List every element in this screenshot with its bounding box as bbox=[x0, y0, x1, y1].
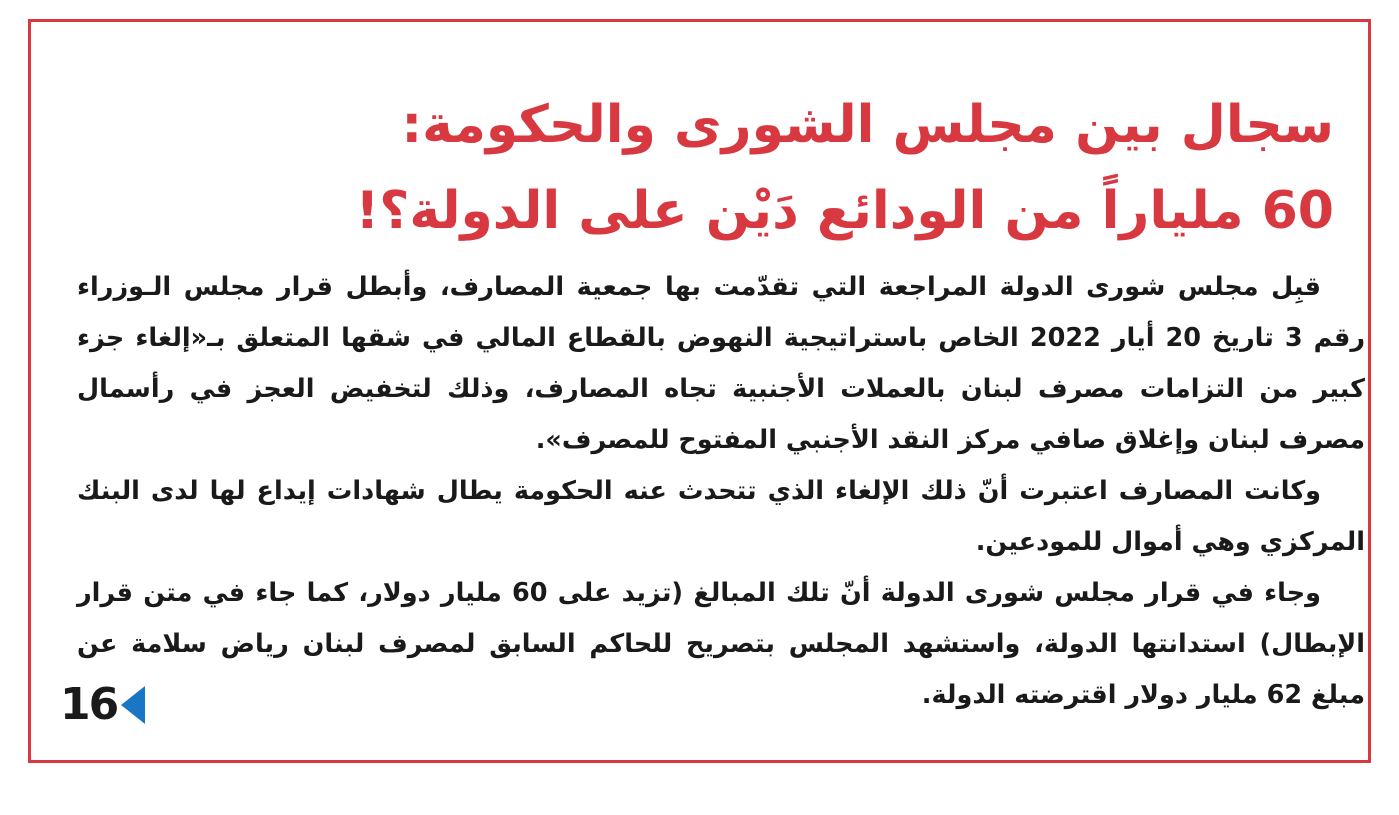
page-number: 16 bbox=[60, 679, 118, 730]
headline-line-1: سجال بين مجلس الشورى والحكومة: bbox=[401, 95, 1334, 155]
paragraph-2: وكانت المصارف اعتبرت أنّ ذلك الإلغاء الذي تتحدث عنه الحكومة يطال شهادات إيداع لها لدى البنك المركزي وهي أموال للمودعين. bbox=[77, 476, 1365, 557]
article-headline bbox=[54, 82, 1334, 254]
article-body bbox=[77, 262, 1365, 721]
paragraph-3: وجاء في قرار مجلس شورى الدولة أنّ تلك المبالغ (تزيد على 60 مليار دولار، كما جاء في متن قرار الإبطال) استدانتها الدولة، واستشهد المجلس بتصريح للحاكم السابق لمصرف لبنان رياض سلامة عن مبلغ 62 مليار دولار اقترضته الدولة. bbox=[77, 578, 1365, 710]
page-marker bbox=[60, 680, 145, 730]
paragraph-1: قبِل مجلس شورى الدولة المراجعة التي تقدّمت بها جمعية المصارف، وأبطل قرار مجلس الـوزراء رقم 3 تاريخ 20 أيار 2022 الخاص باستراتيجية النهوض بالقطاع المالي في شقها المتعلق بـ«إلغاء جزء كبير من التزامات مصرف لبنان بالعملات الأجنبية تجاه المصارف، وذلك لتخفيض العجز في رأسمال مصرف لبنان وإغلاق صافي مركز النقد الأجنبي المفتوح للمصرف». bbox=[77, 272, 1366, 455]
triangle-left-icon bbox=[121, 686, 145, 724]
headline-line-2: 60 ملياراً من الودائع دَيْن على الدولة؟! bbox=[355, 181, 1334, 241]
